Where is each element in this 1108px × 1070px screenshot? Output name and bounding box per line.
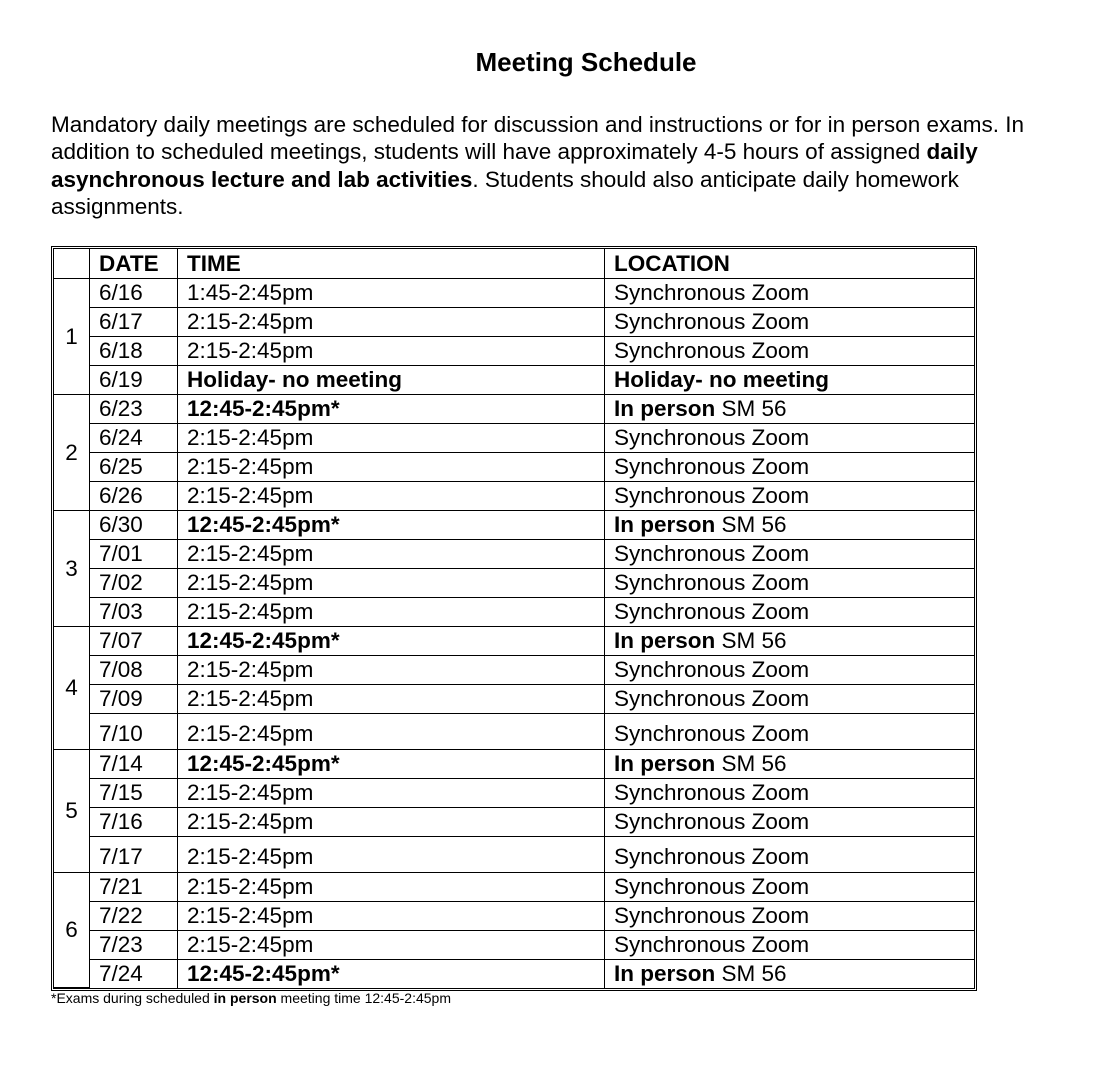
table-row — [54, 395, 974, 424]
time-cell: 2:15-2:45pm — [178, 482, 605, 511]
time-cell: 12:45-2:45pm* — [178, 750, 605, 779]
week-number-cell: 1 — [54, 279, 90, 395]
location-text: Synchronous Zoom — [614, 844, 810, 869]
date-cell: 7/09 — [90, 685, 178, 714]
location-text: Synchronous Zoom — [614, 721, 810, 746]
week-number-cell: 5 — [54, 750, 90, 873]
time-cell: 2:15-2:45pm — [178, 714, 605, 750]
location-cell — [605, 424, 974, 453]
location-text: Synchronous Zoom — [614, 932, 810, 957]
table-row — [54, 873, 974, 902]
time-cell: 2:15-2:45pm — [178, 837, 605, 873]
table-row — [54, 837, 974, 873]
week-number-cell: 2 — [54, 395, 90, 511]
date-cell: 6/16 — [90, 279, 178, 308]
table-row — [54, 931, 974, 960]
table-row — [54, 960, 974, 988]
location-cell — [605, 366, 974, 395]
location-cell — [605, 779, 974, 808]
table-row — [54, 424, 974, 453]
table-header-row — [54, 249, 974, 279]
date-cell: 7/22 — [90, 902, 178, 931]
time-cell: 1:45-2:45pm — [178, 279, 605, 308]
table-row — [54, 656, 974, 685]
time-cell: 2:15-2:45pm — [178, 808, 605, 837]
week-number-cell: 4 — [54, 627, 90, 750]
location-text: Synchronous Zoom — [614, 657, 810, 682]
table-row — [54, 902, 974, 931]
date-cell: 7/07 — [90, 627, 178, 656]
time-cell: 2:15-2:45pm — [178, 931, 605, 960]
location-cell — [605, 837, 974, 873]
table-row — [54, 627, 974, 656]
table-row — [54, 808, 974, 837]
time-cell: 12:45-2:45pm* — [178, 511, 605, 540]
table-row — [54, 540, 974, 569]
date-cell: 6/19 — [90, 366, 178, 395]
location-text: SM 56 — [715, 512, 787, 537]
location-text: Synchronous Zoom — [614, 686, 810, 711]
time-cell: 2:15-2:45pm — [178, 598, 605, 627]
location-text: Synchronous Zoom — [614, 454, 810, 479]
location-cell — [605, 540, 974, 569]
location-text: Synchronous Zoom — [614, 425, 810, 450]
time-cell: 2:15-2:45pm — [178, 779, 605, 808]
table-row — [54, 511, 974, 540]
location-text: Synchronous Zoom — [614, 903, 810, 928]
time-cell: 12:45-2:45pm* — [178, 395, 605, 424]
location-text: Synchronous Zoom — [614, 541, 810, 566]
date-cell: 7/08 — [90, 656, 178, 685]
table-row — [54, 714, 974, 750]
location-text: Synchronous Zoom — [614, 599, 810, 624]
table-row — [54, 779, 974, 808]
header-time: TIME — [178, 249, 605, 279]
location-bold-text: Holiday- no meeting — [614, 367, 830, 392]
schedule-body — [54, 279, 974, 988]
location-text: SM 56 — [715, 396, 787, 421]
location-cell — [605, 482, 974, 511]
location-text: Synchronous Zoom — [614, 309, 810, 334]
location-text: Synchronous Zoom — [614, 280, 810, 305]
date-cell: 7/15 — [90, 779, 178, 808]
table-row — [54, 453, 974, 482]
intro-bold-text: daily asynchronous lecture and lab activities — [51, 139, 978, 192]
date-cell: 6/25 — [90, 453, 178, 482]
location-cell — [605, 656, 974, 685]
header-location: LOCATION — [605, 249, 974, 279]
location-cell — [605, 395, 974, 424]
date-cell: 7/10 — [90, 714, 178, 750]
intro-paragraph — [51, 111, 1081, 220]
location-text: Synchronous Zoom — [614, 338, 810, 363]
date-cell: 6/30 — [90, 511, 178, 540]
location-text: Synchronous Zoom — [614, 809, 810, 834]
time-cell: 2:15-2:45pm — [178, 569, 605, 598]
date-cell: 7/01 — [90, 540, 178, 569]
date-cell: 7/23 — [90, 931, 178, 960]
location-text: SM 56 — [715, 628, 787, 653]
date-cell: 7/21 — [90, 873, 178, 902]
time-cell: 12:45-2:45pm* — [178, 960, 605, 988]
location-text: Synchronous Zoom — [614, 874, 810, 899]
table-row — [54, 366, 974, 395]
date-cell: 7/02 — [90, 569, 178, 598]
header-week — [54, 249, 90, 279]
date-cell: 6/17 — [90, 308, 178, 337]
date-cell: 6/24 — [90, 424, 178, 453]
location-cell — [605, 902, 974, 931]
time-cell: Holiday- no meeting — [178, 366, 605, 395]
location-cell — [605, 808, 974, 837]
location-cell — [605, 750, 974, 779]
header-date: DATE — [90, 249, 178, 279]
location-cell — [605, 714, 974, 750]
time-cell: 2:15-2:45pm — [178, 540, 605, 569]
location-cell — [605, 931, 974, 960]
table-row — [54, 308, 974, 337]
date-cell: 7/16 — [90, 808, 178, 837]
location-cell — [605, 279, 974, 308]
footnote — [51, 989, 451, 1007]
location-text: Synchronous Zoom — [614, 780, 810, 805]
table-row — [54, 337, 974, 366]
date-cell: 6/26 — [90, 482, 178, 511]
location-text: SM 56 — [715, 961, 787, 986]
date-cell: 7/17 — [90, 837, 178, 873]
table-row — [54, 482, 974, 511]
date-cell: 7/03 — [90, 598, 178, 627]
location-bold-text: In person — [614, 751, 716, 776]
footnote-text-2: meeting time 12:45-2:45pm — [276, 990, 451, 1006]
intro-text-2: . Students should also anticipate daily homework assignments. — [51, 166, 959, 219]
footnote-text-1: *Exams during scheduled — [51, 990, 214, 1006]
location-bold-text: In person — [614, 628, 716, 653]
location-cell — [605, 685, 974, 714]
time-cell: 2:15-2:45pm — [178, 453, 605, 482]
page-title: Meeting Schedule — [475, 47, 697, 77]
table-row — [54, 598, 974, 627]
time-cell: 12:45-2:45pm* — [178, 627, 605, 656]
time-cell: 2:15-2:45pm — [178, 424, 605, 453]
time-cell: 2:15-2:45pm — [178, 656, 605, 685]
date-cell: 7/24 — [90, 960, 178, 988]
location-text: SM 56 — [715, 751, 787, 776]
location-bold-text: In person — [614, 961, 716, 986]
location-cell — [605, 598, 974, 627]
location-text: Synchronous Zoom — [614, 570, 810, 595]
location-cell — [605, 627, 974, 656]
time-cell: 2:15-2:45pm — [178, 902, 605, 931]
table-row — [54, 279, 974, 308]
schedule-table — [51, 246, 977, 991]
location-text: Synchronous Zoom — [614, 483, 810, 508]
week-number-cell: 6 — [54, 873, 90, 988]
time-cell: 2:15-2:45pm — [178, 337, 605, 366]
week-number-cell: 3 — [54, 511, 90, 627]
location-cell — [605, 453, 974, 482]
date-cell: 6/23 — [90, 395, 178, 424]
date-cell: 7/14 — [90, 750, 178, 779]
date-cell: 6/18 — [90, 337, 178, 366]
location-bold-text: In person — [614, 512, 716, 537]
table-row — [54, 569, 974, 598]
location-cell — [605, 960, 974, 988]
time-cell: 2:15-2:45pm — [178, 873, 605, 902]
location-cell — [605, 511, 974, 540]
table-row — [54, 685, 974, 714]
location-cell — [605, 337, 974, 366]
location-cell — [605, 873, 974, 902]
time-cell: 2:15-2:45pm — [178, 308, 605, 337]
table-row — [54, 750, 974, 779]
location-cell — [605, 308, 974, 337]
time-cell: 2:15-2:45pm — [178, 685, 605, 714]
footnote-bold-text: in person — [213, 990, 277, 1006]
intro-text-1: Mandatory daily meetings are scheduled for discussion and instructions or for in person exams. In addition to scheduled meetings, students will have approximately 4-5 hours of assigned — [51, 112, 1024, 165]
location-cell — [605, 569, 974, 598]
location-bold-text: In person — [614, 396, 716, 421]
